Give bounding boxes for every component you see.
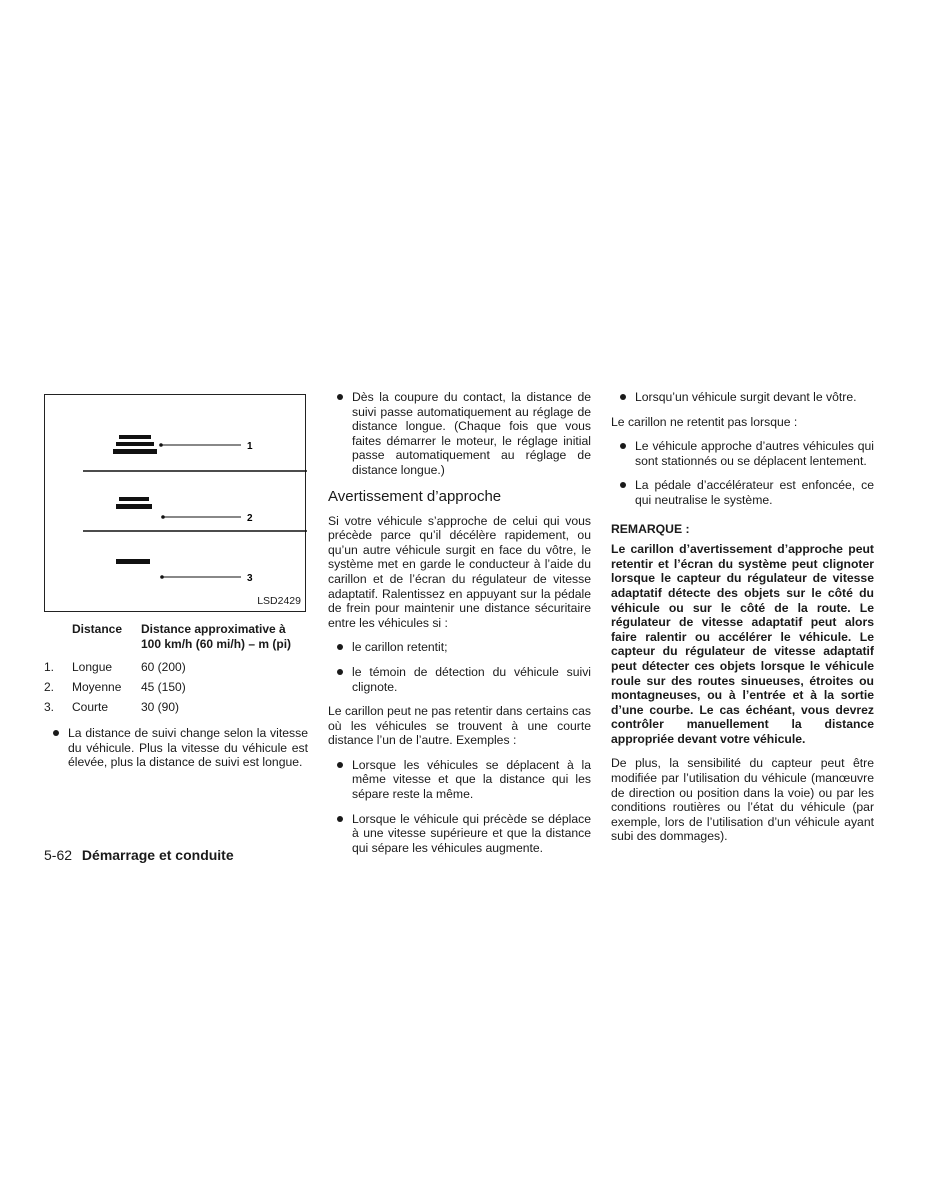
remark-title: REMARQUE :	[611, 521, 690, 536]
header-approx: Distance approximative à 100 km/h (60 mi/h) – m (pi)	[141, 622, 292, 651]
paragraph: De plus, la sensibilité du capteur peut être modifiée par l’utilisation du véhicule (manœuvre de direction ou position dans la voie) ou par les conditions routières ou l’état du véhicule (par exemple, lors de l’utilisation d’un véhicule ayant subi des dommages).	[611, 756, 874, 844]
table-row	[44, 700, 306, 720]
row-name: Moyenne	[72, 680, 122, 694]
paragraph: Le carillon ne retentit pas lorsque :	[611, 414, 798, 429]
section-heading: Avertissement d’approche	[328, 487, 502, 505]
distance-illustration	[44, 394, 306, 612]
label-3: 3	[247, 573, 253, 584]
bullet-item: La pédale d’accélérateur est enfoncée, ce qui neutralise le système.	[611, 478, 874, 507]
section-title: Démarrage et conduite	[81, 847, 234, 863]
distance-medium-bars	[116, 497, 152, 509]
bullet-item: Dès la coupure du contact, la distance de suivi passe automatiquement au réglage de distance longue. (Chaque fois que vous faites démarrer le moteur, le réglage initial passe automatiquement au réglage de distance longue.)	[328, 390, 591, 478]
page-number: 5-62	[44, 847, 73, 863]
row-value: 30 (90)	[141, 700, 180, 714]
table-row	[44, 680, 306, 700]
page-footer	[44, 847, 234, 863]
label-2: 2	[247, 513, 253, 524]
row-num: 1.	[44, 660, 55, 674]
row-value: 60 (200)	[141, 660, 186, 674]
distance-table	[44, 622, 306, 720]
header-distance: Distance	[72, 622, 123, 636]
distance-long-bars	[113, 435, 157, 454]
bullet-item: Lorsque les véhicules se déplacent à la même vitesse et que la distance qui les sépare reste la même.	[328, 758, 591, 802]
row-name: Longue	[72, 660, 113, 674]
row-num: 3.	[44, 700, 55, 714]
bullet-item: le carillon retentit;	[328, 640, 591, 655]
distance-diagram	[45, 395, 307, 613]
paragraph: Le carillon peut ne pas retentir dans certains cas où les véhicules se trouvent à une courte distance l’un de l’autre. Exemples :	[328, 704, 591, 748]
paragraph: Si votre véhicule s’approche de celui qui vous précède parce qu’il décélère rapidement, ou qu’un autre véhicule surgit en face du vôtre, le système met en garde le conducteur à l’aide du carillon et de l’écran du régulateur de vitesse adaptatif. Ralentissez en appuyant sur la pédale de frein pour maintenir une distance sécuritaire entre les véhicules si :	[328, 513, 591, 630]
row-name: Courte	[72, 700, 109, 714]
bullet-item: Lorsque le véhicule qui précède se déplace à une vitesse supérieure et que la distance qui sépare les véhicules augmente.	[328, 812, 591, 856]
bullet-item: Le véhicule approche d’autres véhicules qui sont stationnés ou se déplacent lentement.	[611, 439, 874, 468]
column-2	[328, 390, 591, 865]
bullet-item: le témoin de détection du véhicule suivi clignote.	[328, 665, 591, 694]
row-num: 2.	[44, 680, 55, 694]
table-header	[44, 622, 306, 660]
column-1	[44, 390, 308, 780]
bullet-item: La distance de suivi change selon la vitesse du véhicule. Plus la vitesse du véhicule est élevée, plus la distance de suivi est longue.	[44, 726, 308, 770]
table-row	[44, 660, 306, 680]
distance-short-bars	[116, 559, 150, 564]
label-1: 1	[247, 441, 253, 452]
remark-body: Le carillon d’avertissement d’approche peut retentir et l’écran du système peut clignoter lorsque le capteur du régulateur de vitesse adaptatif détecte des objets sur le côté du véhicule ou sur le côté de la route. Le régulateur de vitesse adaptatif peut alors faire ralentir ou accélérer le véhicule. Le capteur du régulateur de vitesse adaptatif peut détecter ces objets lorsque le véhicule roule sur des routes sinueuses, étroites ou montagneuses, ou à l’entrée et à la sortie d’une courbe. Le cas échéant, vous devrez contrôler manuellement la distance appropriée devant votre véhicule.	[611, 542, 874, 746]
column-3	[611, 390, 874, 854]
row-value: 45 (150)	[141, 680, 186, 694]
figure-code: LSD2429	[257, 595, 301, 608]
bullet-item: Lorsqu’un véhicule surgit devant le vôtre.	[611, 390, 874, 405]
